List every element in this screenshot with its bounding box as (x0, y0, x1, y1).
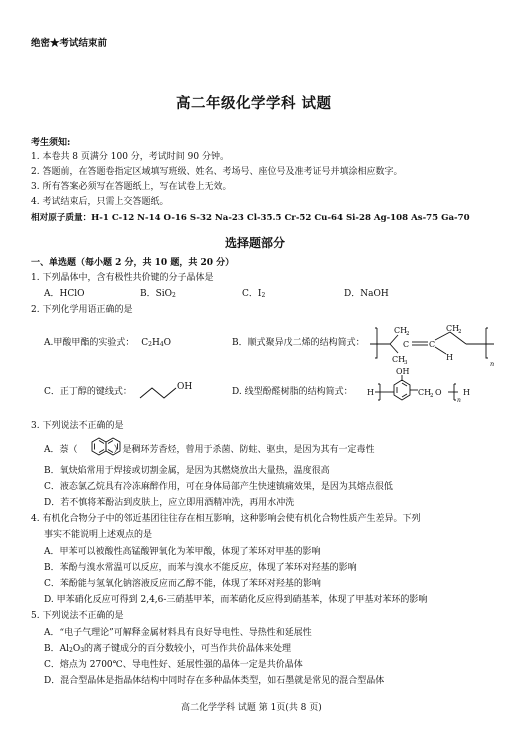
q1-option-c: C．I2 (242, 289, 266, 299)
page-title: 高二年级化学学科 试题 (176, 95, 332, 112)
c-oh: OH (177, 382, 192, 392)
section-title: 选择题部分 (225, 236, 286, 250)
q5-option-c: C．熔点为 2700℃、导电性好、延展性强的晶体一定是共价晶体 (44, 660, 303, 670)
atomic-mass-values: H-1 C-12 N-14 O-16 S-32 Na-23 Cl-35.5 Cr-52 Cu-64 Si-28 Ag-108 As-75 Ga-70 (91, 213, 470, 223)
q5-option-a: A．“电子气理论”可解释金属材料具有良好导电性、导热性和延展性 (44, 628, 312, 638)
q1-option-a: A．HClO (44, 289, 85, 299)
q2-stem: 2. 下列化学用语正确的是 (31, 305, 133, 315)
d-oh: OH (396, 368, 410, 376)
d-ch2o: CH (418, 388, 432, 397)
b-ch2-left: CH (394, 326, 408, 335)
svg-text:2: 2 (458, 329, 462, 335)
q5-option-d: D．混合型晶体是指晶体结构中同时存在多种晶体类型，如石墨就是常见的混合型晶体 (44, 676, 385, 686)
b-c-right: C (429, 340, 436, 349)
notice-heading: 考生须知: (31, 138, 71, 148)
notice-item-4: 4. 考试结束后，只需上交答题纸。 (31, 197, 169, 207)
q2-a-formula: C2H4O (141, 338, 172, 348)
q3-stem: 3. 下列说法不正确的是 (31, 421, 124, 431)
naphthalene-structure (88, 434, 124, 460)
atomic-mass-line (31, 213, 470, 223)
svg-text:2: 2 (406, 331, 410, 337)
q2-option-a: A.甲酸甲酯的实验式： C2H4O (44, 338, 172, 348)
part-heading: 一、单选题（每小题 2 分，共 10 题，共 20 分） (31, 258, 235, 268)
q4-stem-line1: 4. 有机化合物分子中的邻近基团往往存在相互影响，这种影响会使有机化合物性质产生差异。下列 (31, 514, 421, 524)
b-ch3: CH (392, 355, 406, 364)
atomic-mass-label: 相对原子质量： (31, 213, 92, 223)
q1-option-b: B．SiO2 (140, 289, 176, 299)
q3-option-d: D．若不慎将苯酚沾到皮肤上，应立即用酒精冲洗，再用水冲洗 (44, 498, 295, 508)
phenolic-resin-structure (366, 368, 492, 408)
page-footer: 高二化学学科 试题 第 1页(共 8 页) (181, 703, 322, 713)
d-n: n (457, 397, 461, 404)
q4-option-b: B．苯酚与溴水常温可以反应，而苯与溴水不能反应，体现了苯环对羟基的影响 (44, 563, 357, 573)
b-n: n (490, 360, 495, 368)
d-h-right: H (463, 388, 470, 397)
q3-option-a: A．萘（ ）是稠环芳香烃，曾用于杀菌、防蛀、驱虫，是因为其有一定毒性 (44, 445, 375, 455)
q4-option-a: A．甲苯可以被酸性高锰酸钾氧化为苯甲酸，体现了苯环对甲基的影响 (44, 547, 321, 557)
q1-stem: 1. 下列晶体中，含有极性共价键的分子晶体是 (31, 273, 214, 283)
q5-option-b: B．Al2O3的离子键成分的百分数较小，可当作共价晶体来处理 (44, 644, 292, 654)
q2-option-b-label: B．顺式聚异戊二烯的结构简式： (232, 338, 365, 348)
notice-item-3: 3. 所有答案必须写在答题纸上，写在试卷上无效。 (31, 182, 232, 192)
svg-text:2: 2 (430, 393, 434, 399)
cis-polyisoprene-structure (368, 320, 498, 372)
secret-label: 绝密★考试结束前 (31, 38, 108, 49)
q3-option-c: C．液态氯乙烷具有冷冻麻醉作用，可在身体局部产生快速镇痛效果，是因为其熔点很低 (44, 482, 393, 492)
d-h-left: H (367, 388, 374, 397)
butanol-skeletal-structure (136, 374, 192, 404)
svg-text:3: 3 (404, 360, 408, 366)
b-h: H (446, 353, 453, 362)
q2-option-d-label: D. 线型酚醛树脂的结构简式： (232, 387, 353, 397)
q1-option-d: D．NaOH (344, 289, 389, 299)
b-ch2-right: CH (446, 324, 460, 333)
q4-option-c: C．苯酚能与氢氧化钠溶液反应而乙醇不能，体现了苯环对羟基的影响 (44, 579, 321, 589)
q5-stem: 5. 下列说法不正确的是 (31, 611, 124, 621)
notice-item-2: 2. 答题前，在答题卷指定区域填写班级、姓名、考场号、座位号及准考证号并填涂相应数字。 (31, 167, 403, 177)
q2-option-c-label: C．正丁醇的键线式： (44, 387, 132, 397)
q3-option-b: B．氧炔焰常用于焊接或切割金属，是因为其燃烧放出大量热，温度很高 (44, 466, 330, 476)
q4-option-d: D. 甲苯硝化反应可得到 2,4,6-三硝基甲苯，而苯硝化反应得到硝基苯，体现了甲基对苯环的影响 (44, 595, 428, 605)
svg-text:O: O (435, 388, 442, 397)
b-c-left: C (403, 340, 410, 349)
notice-item-1: 1. 本卷共 8 页满分 100 分，考试时间 90 分钟。 (31, 152, 229, 162)
q4-stem-line2: 事实不能说明上述观点的是 (44, 530, 153, 540)
